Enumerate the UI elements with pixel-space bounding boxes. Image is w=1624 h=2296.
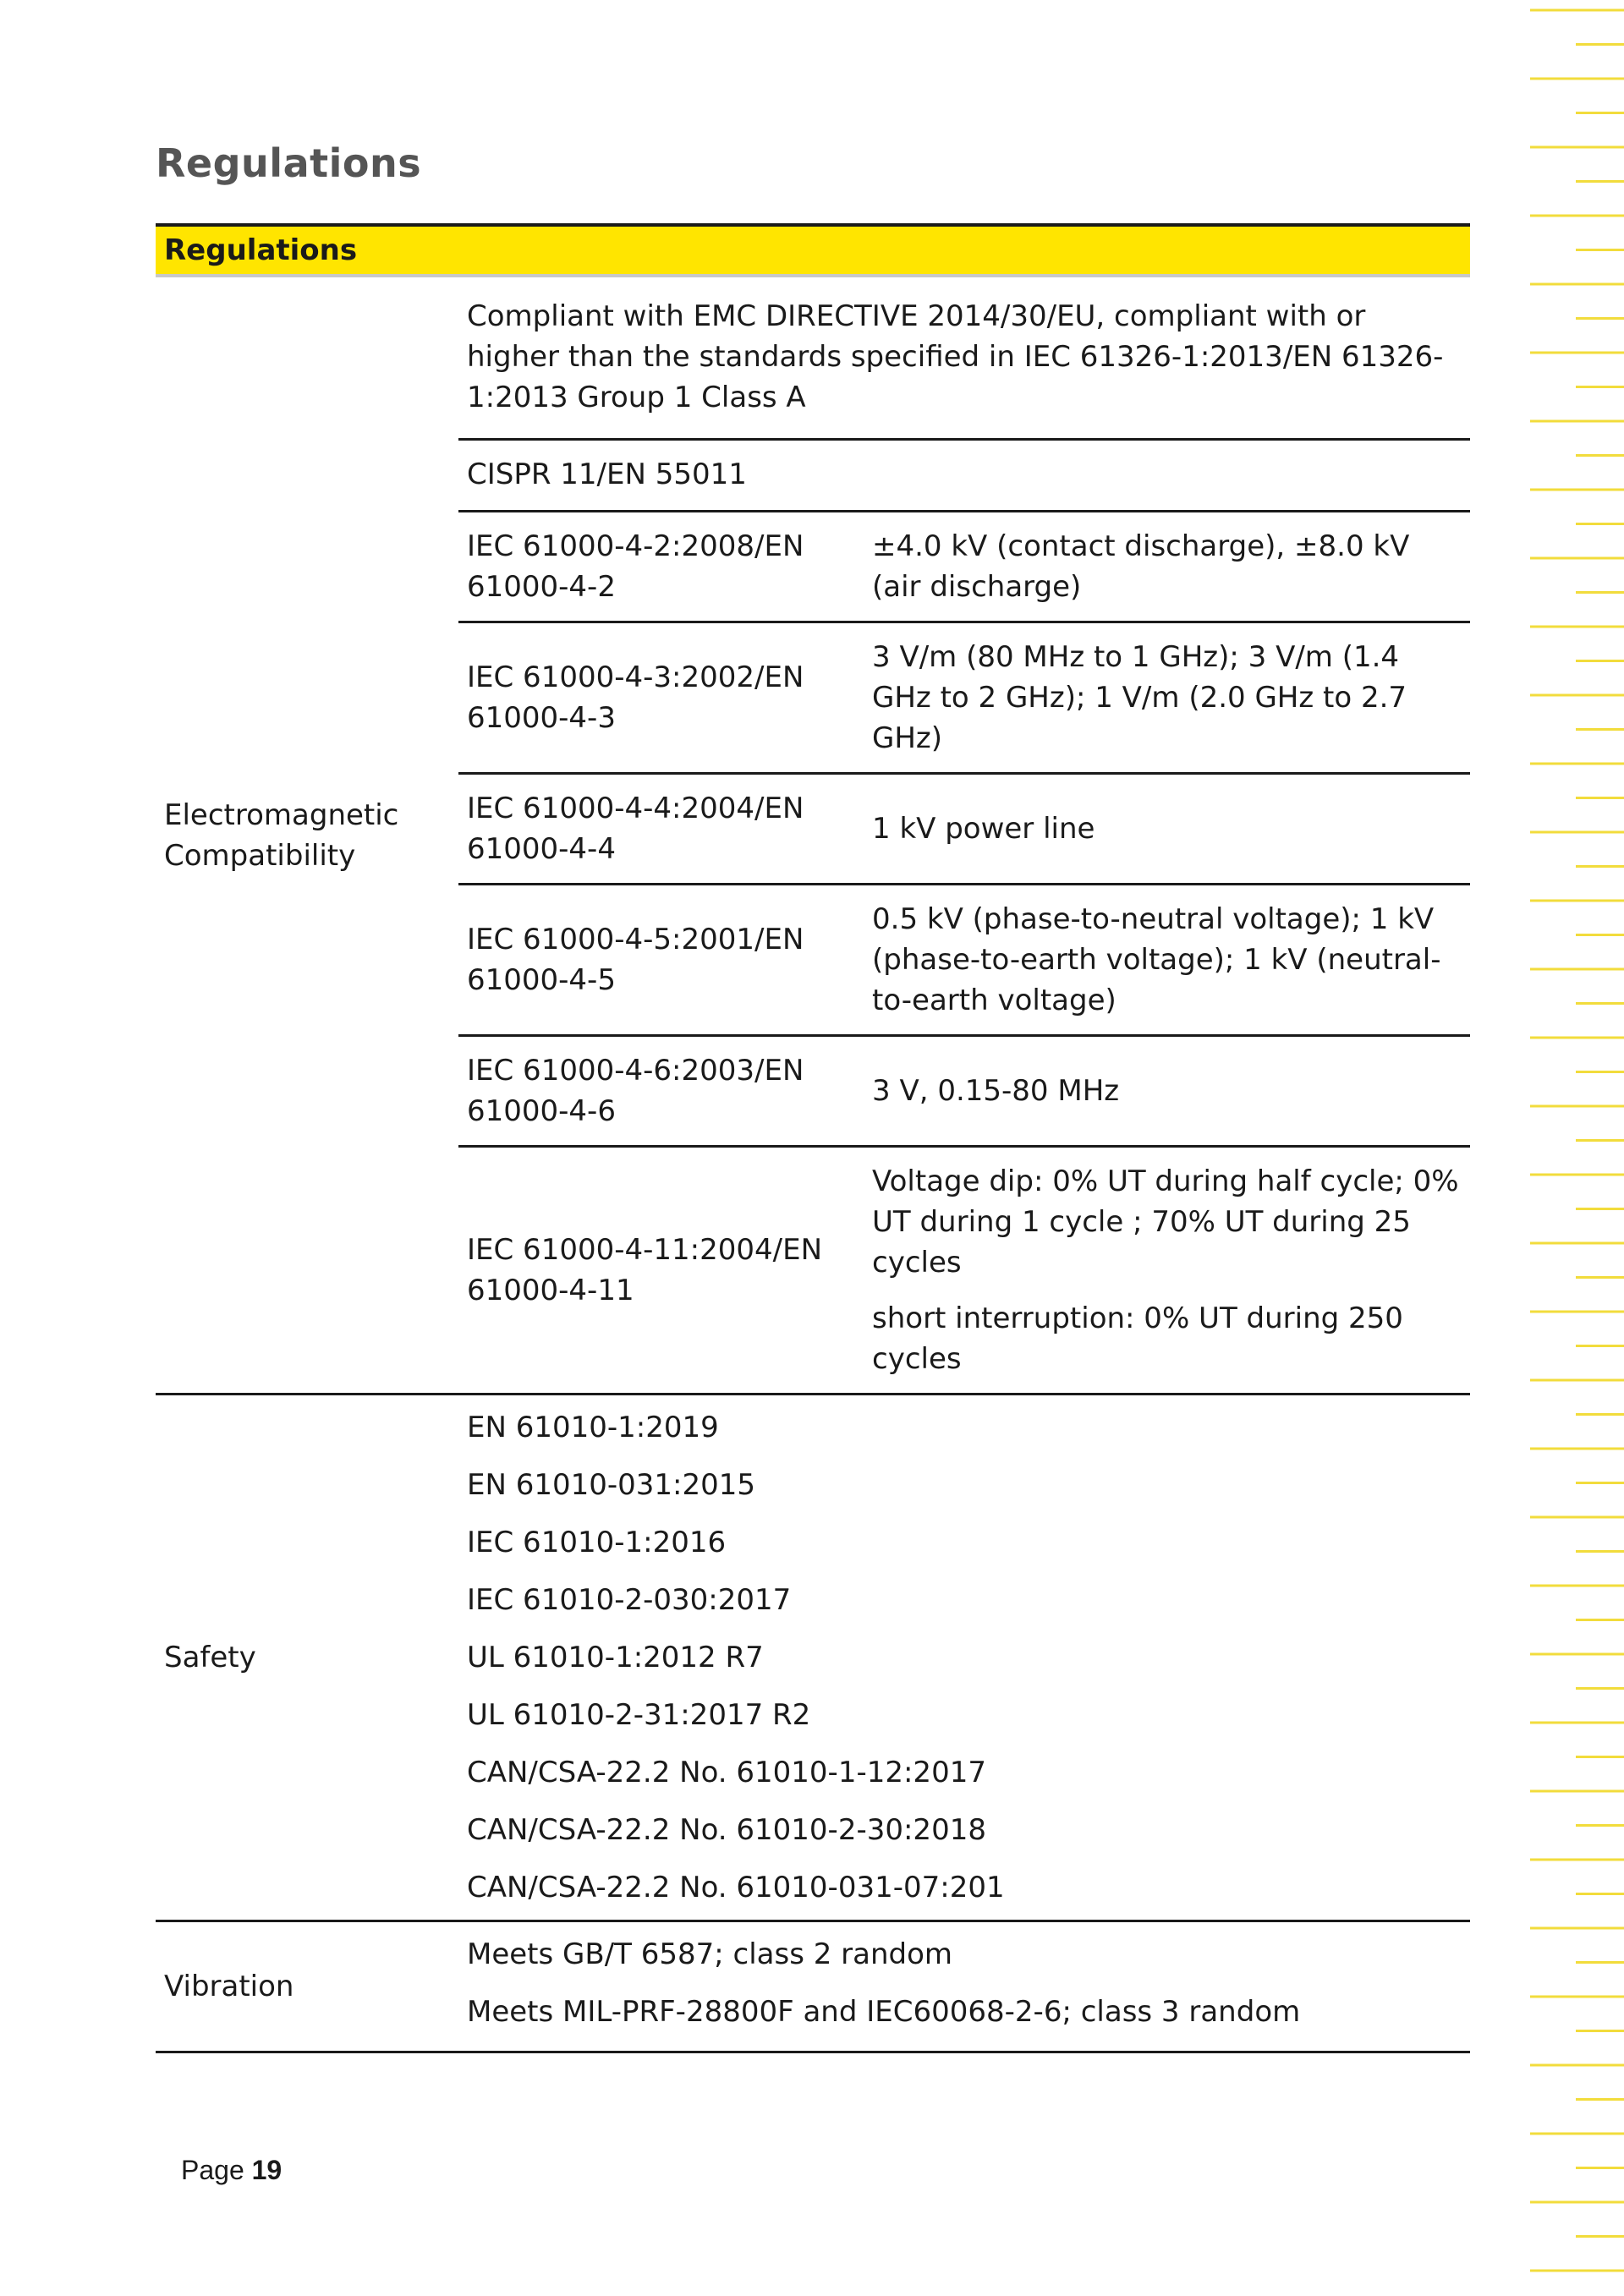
vibration-standards — [458, 1921, 1470, 2052]
vibration-category: Vibration — [156, 1921, 458, 2052]
page-heading: Regulations — [156, 140, 422, 186]
emc-compliance: Compliant with EMC DIRECTIVE 2014/30/EU, compliant with or higher than the standards specified in IEC 61326-1:2013/EN 61326-1:2013 Group 1 Class A — [458, 276, 1470, 440]
list-item: Meets MIL-PRF-28800F and IEC60068-2-6; class 3 random — [467, 1995, 1301, 2029]
decorative-edge-lines — [1527, 0, 1624, 2296]
list-item: UL 61010-2-31:2017 R2 — [467, 1698, 811, 1732]
emc-spec: 3 V, 0.15-80 MHz — [864, 1036, 1470, 1147]
table-row — [156, 276, 1470, 440]
list-item: CAN/CSA-22.2 No. 61010-2-30:2018 — [467, 1813, 986, 1847]
emc-standard: IEC 61000-4-3:2002/EN 61000-4-3 — [458, 622, 864, 774]
list-item: EN 61010-1:2019 — [467, 1411, 719, 1444]
emc-spec: 0.5 kV (phase-to-neutral voltage); 1 kV (phase-to-earth voltage); 1 kV (neutral-to-earth voltage) — [864, 885, 1470, 1036]
emc-standard: IEC 61000-4-11:2004/EN 61000-4-11 — [458, 1147, 864, 1395]
emc-standard: IEC 61000-4-4:2004/EN 61000-4-4 — [458, 774, 864, 885]
page-label: Page — [181, 2155, 244, 2185]
list-item: Meets GB/T 6587; class 2 random — [467, 1937, 953, 1971]
emc-spec-line: Voltage dip: 0% UT during half cycle; 0% UT during 1 cycle ; 70% UT during 25 cycles — [872, 1164, 1459, 1280]
emc-spec: 3 V/m (80 MHz to 1 GHz); 3 V/m (1.4 GHz to 2 GHz); 1 V/m (2.0 GHz to 2.7 GHz) — [864, 622, 1470, 774]
list-item: UL 61010-1:2012 R7 — [467, 1641, 764, 1674]
emc-standard: IEC 61000-4-5:2001/EN 61000-4-5 — [458, 885, 864, 1036]
list-item: IEC 61010-2-030:2017 — [467, 1583, 792, 1617]
emc-spec: ±4.0 kV (contact discharge), ±8.0 kV (air discharge) — [864, 512, 1470, 622]
safety-standards — [458, 1395, 1470, 1921]
list-item: EN 61010-031:2015 — [467, 1468, 756, 1502]
table-header-row — [156, 225, 1470, 276]
emc-standard: IEC 61000-4-6:2003/EN 61000-4-6 — [458, 1036, 864, 1147]
list-item: IEC 61010-1:2016 — [467, 1526, 727, 1559]
emc-cispr: CISPR 11/EN 55011 — [458, 440, 1470, 512]
page-number — [181, 2155, 282, 2186]
emc-standard: IEC 61000-4-2:2008/EN 61000-4-2 — [458, 512, 864, 622]
emc-spec — [864, 1147, 1470, 1395]
list-item: CAN/CSA-22.2 No. 61010-1-12:2017 — [467, 1756, 986, 1789]
page-number-value: 19 — [251, 2155, 283, 2185]
emc-spec: 1 kV power line — [864, 774, 1470, 885]
list-item: CAN/CSA-22.2 No. 61010-031-07:201 — [467, 1871, 1005, 1904]
table-row — [156, 1921, 1470, 2052]
safety-category: Safety — [156, 1395, 458, 1921]
emc-spec-line: short interruption: 0% UT during 250 cycles — [872, 1301, 1403, 1376]
regulations-table — [156, 223, 1470, 2053]
table-row — [156, 1395, 1470, 1921]
emc-category: Electromagnetic Compatibility — [156, 276, 458, 1395]
table-header: Regulations — [156, 225, 1470, 276]
